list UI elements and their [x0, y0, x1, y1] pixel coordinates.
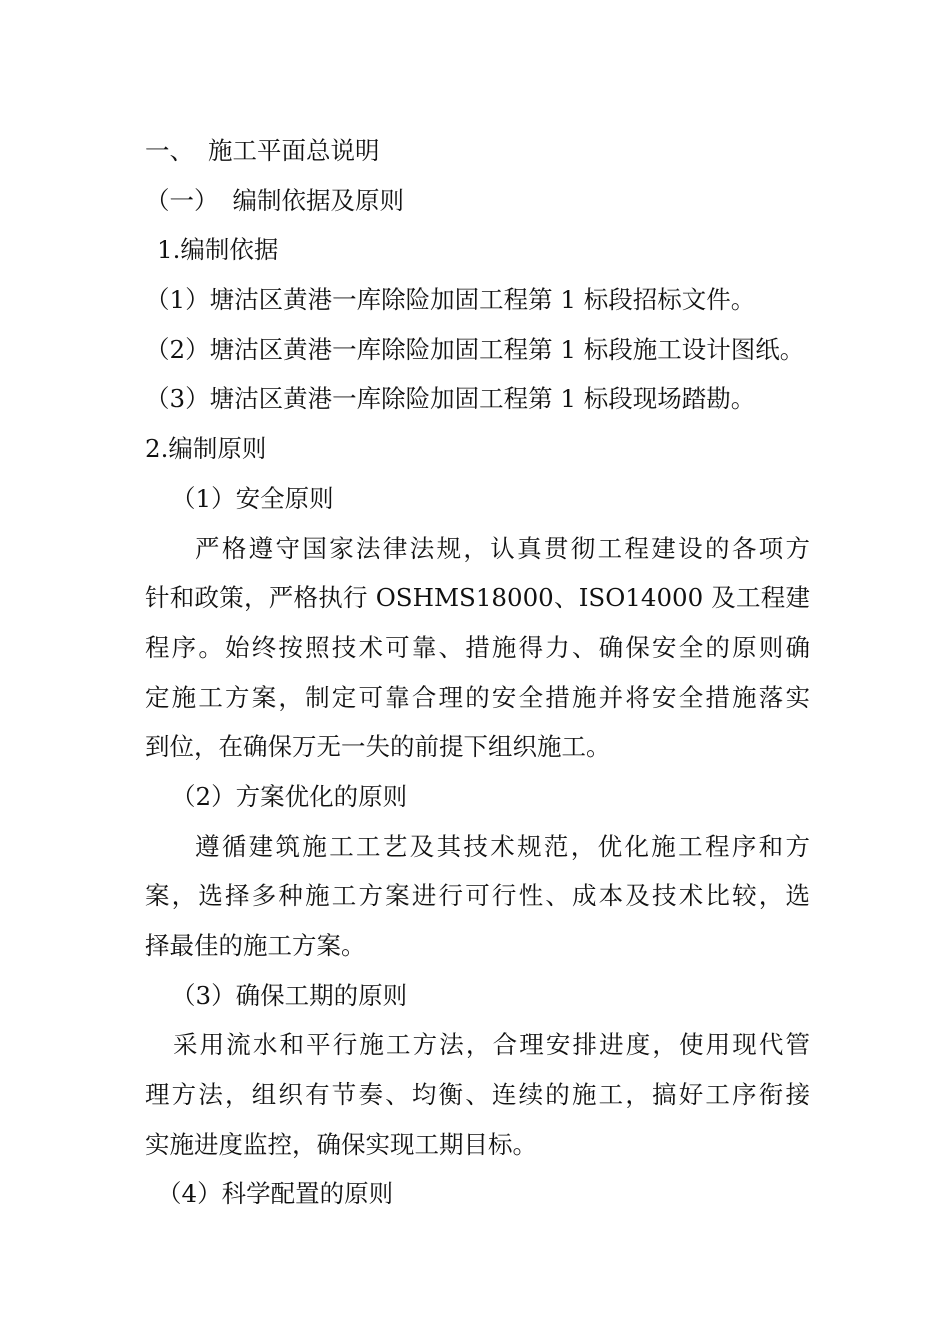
paragraph-line: 实施进度监控，确保实现工期目标。	[145, 1129, 537, 1159]
paragraph-line: 遵循建筑施工工艺及其技术规范，优化施工程序和方	[195, 831, 810, 861]
document-body	[145, 126, 810, 1219]
paragraph-line: 采用流水和平行施工方法，合理安排进度，使用现代管	[173, 1030, 810, 1060]
section-heading-number: 一、	[145, 136, 194, 165]
principle-heading: （1）安全原则	[171, 483, 334, 513]
paragraph-line: 严格遵守国家法律法规，认真贯彻工程建设的各项方	[195, 533, 810, 563]
subsection-heading-text: 编制依据及原则	[232, 185, 404, 215]
section-heading-1	[145, 126, 810, 176]
basis-item: （2）塘沽区黄港一库除险加固工程第 1 标段施工设计图纸。	[145, 334, 805, 364]
paragraph-line: 定施工方案，制定可靠合理的安全措施并将安全措施落实	[145, 682, 810, 712]
principles-heading: 2.编制原则	[145, 434, 267, 464]
paragraph-line: 到位，在确保万无一失的前提下组织施工。	[145, 732, 611, 762]
basis-item: （3）塘沽区黄港一库除险加固工程第 1 标段现场踏勘。	[145, 384, 756, 414]
principle-heading: （4）科学配置的原则	[157, 1179, 394, 1209]
paragraph-line: 案，选择多种施工方案进行可行性、成本及技术比较，选	[145, 881, 810, 911]
paragraph-line: 理方法，组织有节奏、均衡、连续的施工，搞好工序衔接	[145, 1080, 810, 1110]
basis-heading: 1.编制依据	[157, 235, 279, 265]
paragraph-line: 择最佳的施工方案。	[145, 931, 366, 960]
basis-item: （1）塘沽区黄港一库除险加固工程第 1 标段招标文件。	[145, 285, 756, 315]
principle-heading: （3）确保工期的原则	[171, 980, 408, 1010]
paragraph-line: 程序。始终按照技术可靠、措施得力、确保安全的原则确	[145, 632, 810, 662]
section-heading-text: 施工平面总说明	[208, 136, 380, 165]
principle-heading: （2）方案优化的原则	[171, 781, 408, 811]
paragraph-line: 针和政策，严格执行 OSHMS18000、ISO14000 及工程建	[145, 583, 810, 613]
subsection-heading-number: （一）	[145, 185, 219, 215]
subsection-heading	[145, 176, 810, 226]
